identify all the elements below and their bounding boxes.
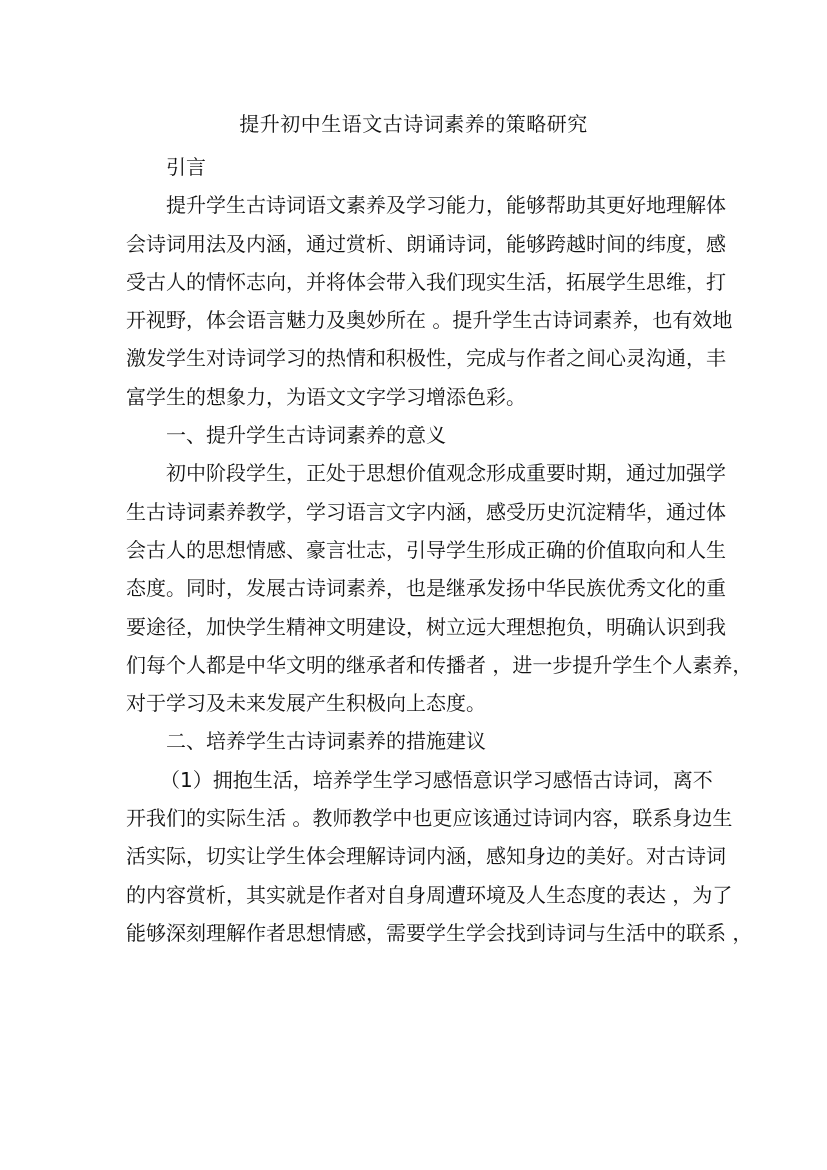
paragraph-line: （1）拥抱生活，培养学生学习感悟意识学习感悟古诗词，离不 — [160, 767, 713, 792]
paragraph-line: 开我们的实际生活 。教师教学中也更应该通过诗词内容，联系身边生 — [126, 806, 733, 831]
paragraph-line: 生古诗词素养教学，学习语言文字内涵，感受历史沉淀精华，通过体 — [126, 499, 726, 524]
section-heading-intro: 引言 — [166, 155, 206, 179]
section-heading-1: 一、提升学生古诗词素养的意义 — [166, 423, 446, 448]
section-heading-2: 二、培养学生古诗词素养的措施建议 — [166, 729, 486, 754]
paragraph-line: 态度。同时，发展古诗词素养，也是继承发扬中华民族优秀文化的重 — [126, 576, 726, 601]
paragraph-line: 激发学生对诗词学习的热情和积极性，完成与作者之间心灵沟通，丰 — [126, 346, 726, 371]
paragraph-line: 富学生的想象力，为语文文字学习增添色彩。 — [126, 384, 526, 409]
paragraph-line: 要途径，加快学生精神文明建设，树立远大理想抱负，明确认识到我 — [126, 614, 726, 639]
paragraph-line: 开视野，体会语言魅力及奥妙所在 。提升学生古诗词素养，也有效地 — [126, 308, 733, 333]
paragraph-line: 对于学习及未来发展产生积极向上态度。 — [126, 691, 486, 716]
paragraph-line: 提升学生古诗词语文素养及学习能力，能够帮助其更好地理解体 — [166, 193, 726, 218]
paragraph-line: 受古人的情怀志向，并将体会带入我们现实生活，拓展学生思维，打 — [126, 269, 726, 294]
paragraph-line: 能够深刻理解作者思想情感，需要学生学会找到诗词与生活中的联系 ， — [126, 920, 753, 945]
paragraph-line: 初中阶段学生，正处于思想价值观念形成重要时期，通过加强学 — [166, 461, 726, 486]
document-title: 提升初中生语文古诗词素养的策略研究 — [239, 112, 588, 136]
paragraph-line: 的内容赏析，其实就是作者对自身周遭环境及人生态度的表达 ，为了 — [126, 882, 733, 907]
paragraph-line: 会古人的思想情感、豪言壮志，引导学生形成正确的价值取向和人生 — [126, 537, 726, 562]
paragraph-line: 们每个人都是中华文明的继承者和传播者 ，进一步提升学生个人素养， — [126, 652, 753, 677]
document-body — [126, 148, 753, 952]
paragraph-line: 活实际，切实让学生体会理解诗词内涵，感知身边的美好。对古诗词 — [126, 844, 726, 869]
paragraph-line: 会诗词用法及内涵，通过赏析、朗诵诗词，能够跨越时间的纬度，感 — [126, 231, 726, 256]
